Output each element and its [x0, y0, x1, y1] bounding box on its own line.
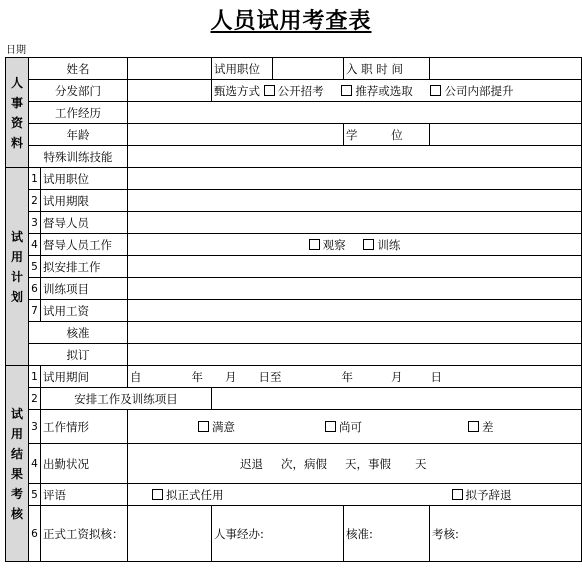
section-plan: 试 用 计 划 — [6, 168, 29, 366]
date-label: 日期 — [6, 45, 26, 56]
education-label: 学 位 — [344, 124, 430, 146]
result-item-number: 1 — [29, 366, 41, 388]
period-from: 自 — [130, 369, 142, 384]
comment-options — [128, 484, 582, 506]
comment-label: 评语 — [41, 484, 128, 506]
plan-item-field[interactable] — [128, 300, 582, 322]
comment-option-hire: 拟正式任用 — [166, 487, 224, 502]
comment-option-dismiss: 拟予辞退 — [465, 487, 512, 502]
review-label: 考核: — [430, 506, 582, 562]
entry-date-label: 入 职 时 间 — [344, 58, 430, 80]
plan-item-label: 试用职位 — [41, 168, 128, 190]
section-results: 试 用 结 果 考 核 — [6, 366, 29, 562]
checkbox-icon[interactable] — [198, 421, 209, 432]
performance-option-good: 满意 — [212, 419, 235, 434]
plan-item-number: 6 — [29, 278, 41, 300]
position-field[interactable] — [273, 58, 344, 80]
plan-draft-field[interactable] — [128, 344, 582, 366]
result-item-number: 4 — [29, 444, 41, 484]
checkbox-icon[interactable] — [468, 421, 479, 432]
attendance-sick: 次，病假 — [281, 456, 327, 471]
entry-date-field[interactable] — [430, 58, 582, 80]
checkbox-icon[interactable] — [363, 239, 374, 250]
supervision-option-observe: 观察 — [322, 237, 346, 252]
result-item-number: 5 — [29, 484, 41, 506]
plan-item-field[interactable] — [128, 168, 582, 190]
plan-item-number: 1 — [29, 168, 41, 190]
attendance-field[interactable] — [128, 444, 582, 484]
result-item-number: 3 — [29, 410, 41, 444]
supervision-option-train: 训练 — [377, 237, 401, 252]
plan-item-label: 试用工资 — [41, 300, 128, 322]
dept-label: 分发部门 — [29, 80, 128, 102]
attendance-late: 迟退 — [240, 456, 263, 471]
work-history-field[interactable] — [128, 102, 582, 124]
special-skills-label: 特殊训练技能 — [29, 146, 128, 168]
selection-option-recommend: 推荐或选取 — [355, 83, 413, 98]
plan-item-label: 拟安排工作 — [41, 256, 128, 278]
plan-item-number: 2 — [29, 190, 41, 212]
period-field[interactable] — [128, 366, 582, 388]
attendance-label: 出勤状况 — [41, 444, 128, 484]
checkbox-icon[interactable] — [325, 421, 336, 432]
plan-item-number: 4 — [29, 234, 41, 256]
checkbox-icon[interactable] — [430, 85, 441, 96]
plan-item-label: 训练项目 — [41, 278, 128, 300]
performance-label: 工作情形 — [41, 410, 128, 444]
period-label: 试用期间 — [41, 366, 128, 388]
plan-item-label: 督导人员工作 — [41, 234, 128, 256]
plan-item-field[interactable] — [128, 190, 582, 212]
checkbox-icon[interactable] — [452, 489, 463, 500]
attendance-days: 天 — [415, 456, 427, 471]
result-item-number: 6 — [29, 506, 41, 562]
position-label: 试用职位 — [212, 58, 273, 80]
age-label: 年龄 — [29, 124, 128, 146]
salary-label: 正式工资拟核： — [41, 506, 128, 562]
plan-item-field[interactable] — [128, 212, 582, 234]
plan-item-label: 督导人员 — [41, 212, 128, 234]
period-month2: 月 — [391, 369, 403, 384]
checkbox-icon[interactable] — [309, 239, 320, 250]
plan-draft-label: 拟订 — [29, 344, 128, 366]
performance-options — [128, 410, 582, 444]
section-personnel: 人 事 资 料 — [6, 58, 29, 168]
evaluation-form-table — [5, 57, 582, 562]
plan-item-field[interactable] — [128, 256, 582, 278]
selection-label: 甄选方式 — [214, 83, 260, 98]
result-approve-label: 核准: — [344, 506, 430, 562]
plan-item-number: 3 — [29, 212, 41, 234]
education-field[interactable] — [430, 124, 582, 146]
checkbox-icon[interactable] — [152, 489, 163, 500]
selection-option-public: 公开招考 — [277, 83, 324, 98]
checkbox-icon[interactable] — [264, 85, 275, 96]
plan-item-label: 试用期限 — [41, 190, 128, 212]
period-day2: 日 — [430, 369, 442, 384]
name-label: 姓名 — [29, 58, 128, 80]
supervision-options — [128, 234, 582, 256]
arrangement-label: 安排工作及训练项目 — [41, 388, 212, 410]
plan-approve-label: 核准 — [29, 322, 128, 344]
hr-label: 人事经办: — [212, 506, 344, 562]
period-day-to: 日至 — [258, 369, 282, 384]
age-field[interactable] — [128, 124, 344, 146]
plan-approve-field[interactable] — [128, 322, 582, 344]
dept-field[interactable] — [128, 80, 212, 102]
plan-item-number: 7 — [29, 300, 41, 322]
name-field[interactable] — [128, 58, 212, 80]
plan-item-field[interactable] — [128, 278, 582, 300]
plan-item-number: 5 — [29, 256, 41, 278]
period-year2: 年 — [341, 369, 353, 384]
page-title: 人员试用考查表 — [210, 9, 372, 34]
checkbox-icon[interactable] — [341, 85, 352, 96]
period-month: 月 — [225, 369, 237, 384]
performance-option-ok: 尚可 — [339, 419, 362, 434]
attendance-personal: 天，事假 — [345, 456, 391, 471]
arrangement-field[interactable] — [212, 388, 582, 410]
result-item-number: 2 — [29, 388, 41, 410]
work-history-label: 工作经历 — [29, 102, 128, 124]
special-skills-field[interactable] — [128, 146, 582, 168]
selection-row — [212, 80, 582, 102]
salary-field[interactable] — [128, 506, 212, 562]
selection-option-internal: 公司内部提升 — [444, 83, 514, 98]
performance-option-poor: 差 — [482, 419, 494, 434]
period-year: 年 — [191, 369, 203, 384]
